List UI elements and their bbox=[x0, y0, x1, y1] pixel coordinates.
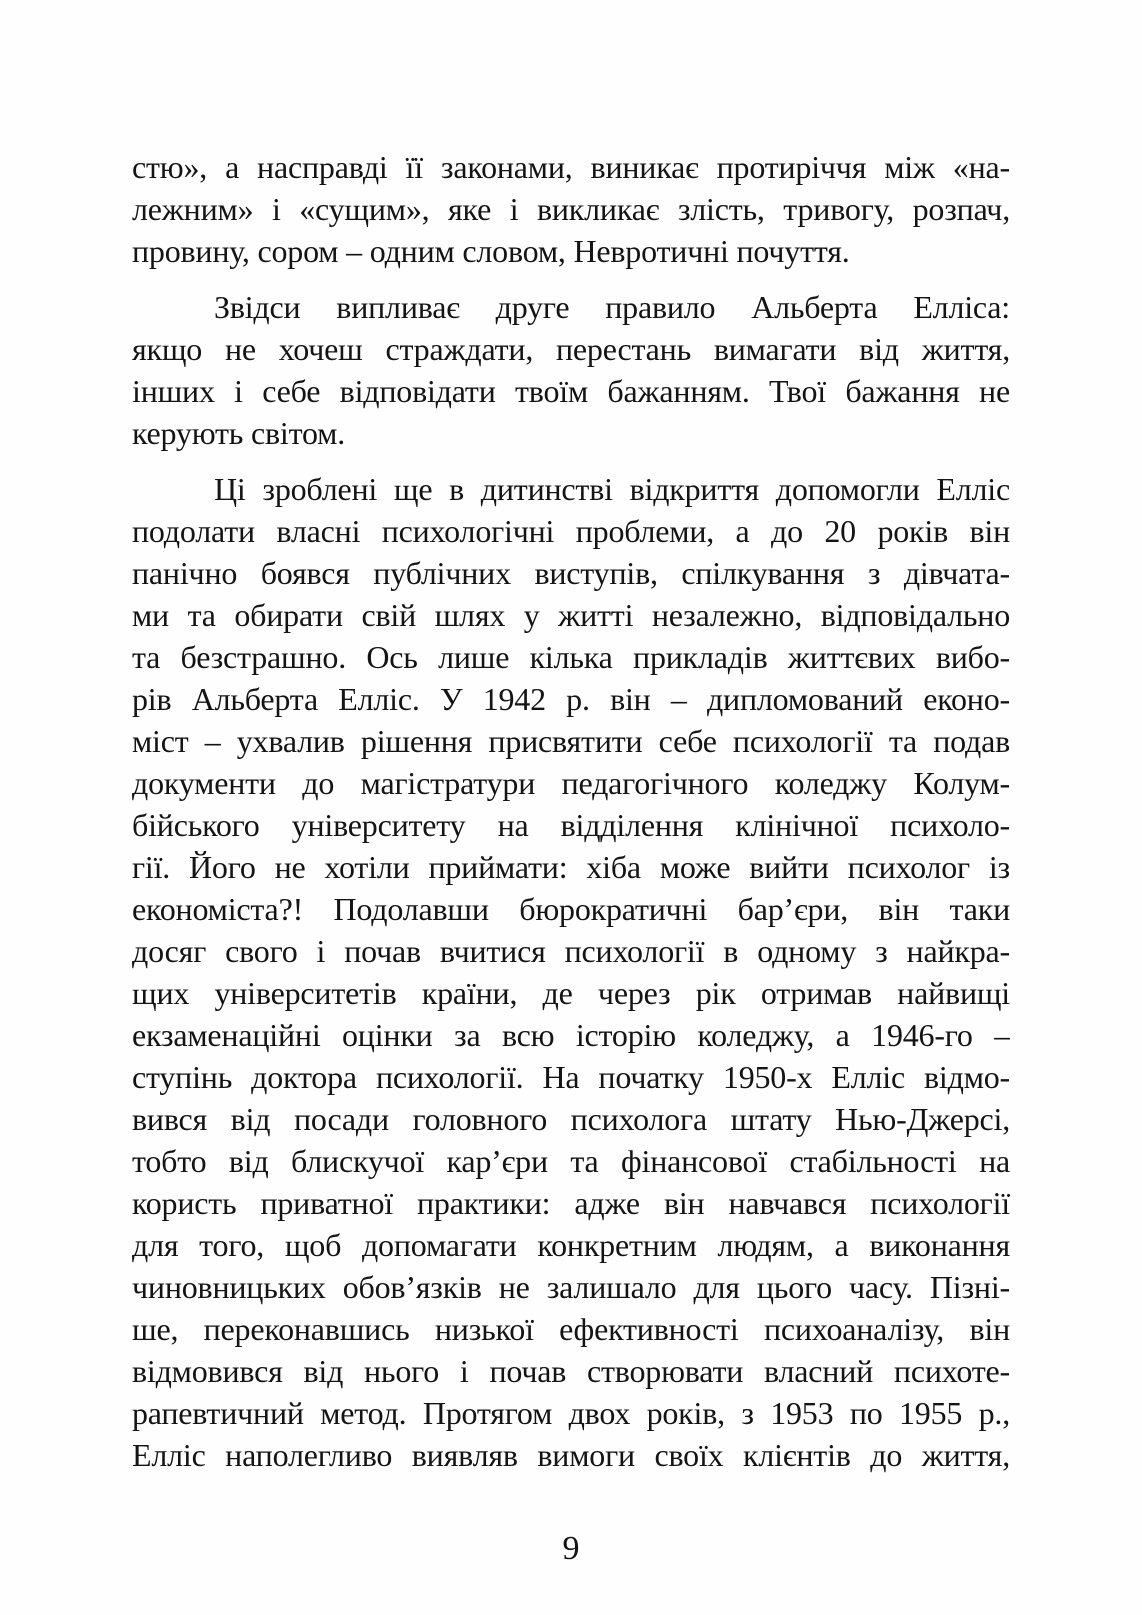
text-line: бійського університету на відділення клінічної психоло- bbox=[132, 807, 1010, 843]
paragraph bbox=[132, 286, 1010, 454]
text-line: тобто від блискучої кар’єри та фінансової стабільності на bbox=[132, 1143, 1010, 1179]
text-line: міст – ухвалив рішення присвятити себе психології та подав bbox=[132, 723, 1010, 759]
text-line: користь приватної практики: адже він навчався психології bbox=[132, 1185, 1010, 1221]
paragraph bbox=[132, 146, 1010, 272]
text-line: лежним» і «сущим», яке і викликає злість, тривогу, розпач, bbox=[132, 191, 1010, 227]
text-line: стю», а насправді її законами, виникає протиріччя між «на- bbox=[132, 149, 1010, 185]
text-line: відмовився від нього і почав створювати власний психоте- bbox=[132, 1353, 1010, 1389]
text-line: провину, сором – одним словом, Невротичні почуття. bbox=[132, 233, 850, 269]
text-line: ми та обирати свій шлях у житті незалежно, відповідально bbox=[132, 597, 1010, 633]
text-line: досяг свого і почав вчитися психології в одному з найкра- bbox=[132, 933, 1010, 969]
text-line: чиновницьких обов’язків не залишало для цього часу. Пізні- bbox=[132, 1269, 1010, 1305]
text-line: рів Альберта Елліс. У 1942 р. він – дипломований еконо- bbox=[132, 681, 1010, 717]
text-line: Елліс наполегливо виявляв вимоги своїх клієнтів до життя, bbox=[132, 1437, 1010, 1473]
text-line: рапевтичний метод. Протягом двох років, з 1953 по 1955 р., bbox=[132, 1395, 1010, 1431]
text-line: керують світом. bbox=[132, 415, 346, 451]
text-line: ступінь доктора психології. На початку 1950-х Елліс відмо- bbox=[132, 1059, 1010, 1095]
text-line: для того, щоб допомагати конкретним людям, а виконання bbox=[132, 1227, 1010, 1263]
text-line: панічно боявся публічних виступів, спілкування з дівчата- bbox=[132, 555, 1010, 591]
text-line: та безстрашно. Ось лише кілька прикладів життєвих вибо- bbox=[132, 639, 1010, 675]
text-line: вився від посади головного психолога штату Нью-Джерсі, bbox=[132, 1101, 1010, 1137]
text-line: документи до магістратури педагогічного коледжу Колум- bbox=[132, 765, 1010, 801]
text-line: Звідси випливає друге правило Альберта Елліса: bbox=[214, 289, 1010, 325]
text-block bbox=[132, 146, 1010, 1476]
text-line: якщо не хочеш страждати, перестань вимагати від життя, bbox=[132, 331, 1010, 367]
text-line: гії. Його не хотіли приймати: хіба може вийти психолог із bbox=[132, 849, 1010, 885]
page-footer bbox=[0, 1526, 1142, 1572]
text-line: щих університетів країни, де через рік отримав найвищі bbox=[132, 975, 1010, 1011]
text-line: ше, переконавшись низької ефективності психоаналізу, він bbox=[132, 1311, 1010, 1347]
text-line: подолати власні психологічні проблеми, а до 20 років він bbox=[132, 513, 1010, 549]
text-line: екзаменаційні оцінки за всю історію коледжу, а 1946-го – bbox=[132, 1017, 1010, 1053]
text-line: економіста?! Подолавши бюрократичні бар’єри, він таки bbox=[132, 891, 1010, 927]
text-line: Ці зроблені ще в дитинстві відкриття допомогли Елліс bbox=[214, 471, 1010, 507]
page-number: 9 bbox=[562, 1530, 580, 1567]
text-line: інших і себе відповідати твоїм бажанням. Твої бажання не bbox=[132, 373, 1010, 409]
paragraph bbox=[132, 468, 1010, 1476]
